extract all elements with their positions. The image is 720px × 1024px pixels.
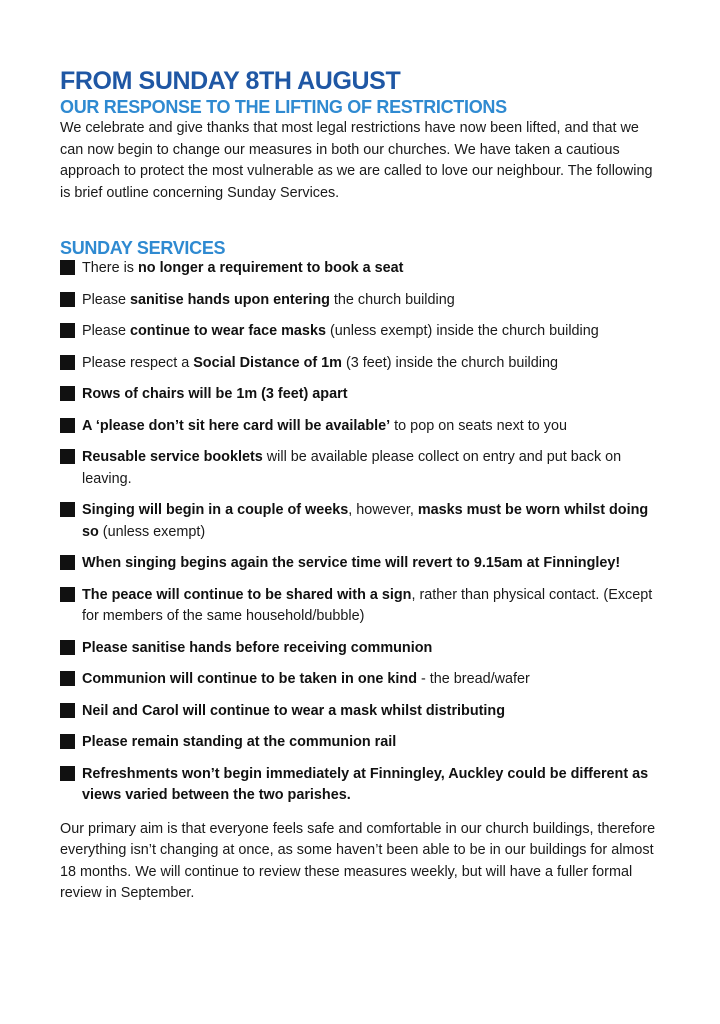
square-bullet-icon xyxy=(60,555,75,570)
list-item-bold-text: Singing will begin in a couple of weeks xyxy=(82,502,349,518)
list-item-text: , rather than physical contact. (Except for members of the same household/bubble) xyxy=(82,586,653,624)
list-item xyxy=(60,258,660,280)
square-bullet-icon xyxy=(60,386,75,401)
list-item-text: (3 feet) inside the church building xyxy=(341,354,558,371)
list-item-text: Please respect a xyxy=(82,354,194,371)
list-item xyxy=(60,353,660,375)
list-item-text: will be available please collect on entry and put back on leaving. xyxy=(82,449,622,487)
square-bullet-icon xyxy=(60,355,75,370)
square-bullet-icon xyxy=(60,292,75,307)
list-item-bold-text: Please sanitise hands before receiving communion xyxy=(82,639,433,656)
list-item-bold-text: continue to wear face masks xyxy=(130,323,326,339)
list-item-text: Please xyxy=(82,291,130,308)
list-item-bold-text: no longer a requirement to book a seat xyxy=(137,260,404,276)
page-subtitle: OUR RESPONSE TO THE LIFTING OF RESTRICTIONS xyxy=(60,97,507,117)
list-item-text: , however, xyxy=(348,502,418,518)
list-item-text: to pop on seats next to you xyxy=(390,417,567,434)
list-item-bold-text: Communion will continue to be taken in one kind xyxy=(82,671,417,687)
list-item xyxy=(60,447,660,490)
list-item-bold-text: Rows of chairs will be 1m (3 feet) apart xyxy=(82,386,348,402)
list-item-text: (unless exempt) xyxy=(98,523,206,540)
square-bullet-icon xyxy=(60,640,75,655)
list-item-bold-text: sanitise hands upon entering xyxy=(130,291,330,308)
square-bullet-icon xyxy=(60,766,75,781)
list-item-bold-text: masks must be worn whilst doing so xyxy=(82,502,649,540)
list-item-bold-text: Please remain standing at the communion rail xyxy=(82,734,397,750)
list-item-text: Please xyxy=(82,323,130,339)
square-bullet-icon xyxy=(60,323,75,338)
list-item-bold-text: A ‘please don’t sit here card will be available’ xyxy=(82,417,391,434)
list-item xyxy=(60,701,660,723)
closing-paragraph: Our primary aim is that everyone feels safe and comfortable in our church buildings, therefore everything isn’t changing at once, as some haven’t been able to be in our buildings for almost 18 months. We will continue to review these measures weekly, but will have a fuller formal review in September. xyxy=(60,820,656,901)
list-item xyxy=(60,638,660,660)
list-item-bold-text: Social Distance of 1m xyxy=(193,354,342,371)
square-bullet-icon xyxy=(60,449,75,464)
square-bullet-icon xyxy=(60,502,75,517)
list-item xyxy=(60,732,660,754)
square-bullet-icon xyxy=(60,671,75,686)
list-item xyxy=(60,764,660,807)
list-item-text: - the bread/wafer xyxy=(417,671,530,687)
page-title: FROM SUNDAY 8TH AUGUST xyxy=(60,67,401,95)
list-item xyxy=(60,553,660,575)
list-item-text: the church building xyxy=(329,291,455,308)
list-item-bold-text: The peace will continue to be shared with a sign xyxy=(82,586,412,603)
intro-paragraph: We celebrate and give thanks that most legal restrictions have now been lifted, and that we can now begin to change our measures in both our churches. We have taken a cautious approach to protect the most vulnerable as we are called to love our neighbour. The following is brief outline concerning Sunday Services. xyxy=(60,120,653,201)
list-item xyxy=(60,500,660,543)
list-item-bold-text: When singing begins again the service time will revert to 9.15am at Finningley! xyxy=(82,555,621,571)
list-item-bold-text: Refreshments won’t begin immediately at Finningley, Auckley could be different as views varied between the two parishes. xyxy=(82,765,649,803)
square-bullet-icon xyxy=(60,260,75,275)
list-item xyxy=(60,321,660,343)
square-bullet-icon xyxy=(60,703,75,718)
square-bullet-icon xyxy=(60,734,75,749)
list-item xyxy=(60,416,660,438)
services-list xyxy=(60,258,660,807)
list-item xyxy=(60,290,660,312)
list-item xyxy=(60,585,660,628)
list-item xyxy=(60,669,660,691)
list-item xyxy=(60,384,660,406)
list-item-bold-text: Reusable service booklets xyxy=(82,449,263,465)
square-bullet-icon xyxy=(60,587,75,602)
list-item-text: There is xyxy=(82,260,138,276)
list-item-bold-text: Neil and Carol will continue to wear a mask whilst distributing xyxy=(82,702,505,719)
list-item-text: (unless exempt) inside the church building xyxy=(325,323,599,339)
section-title: SUNDAY SERVICES xyxy=(60,238,226,258)
square-bullet-icon xyxy=(60,418,75,433)
